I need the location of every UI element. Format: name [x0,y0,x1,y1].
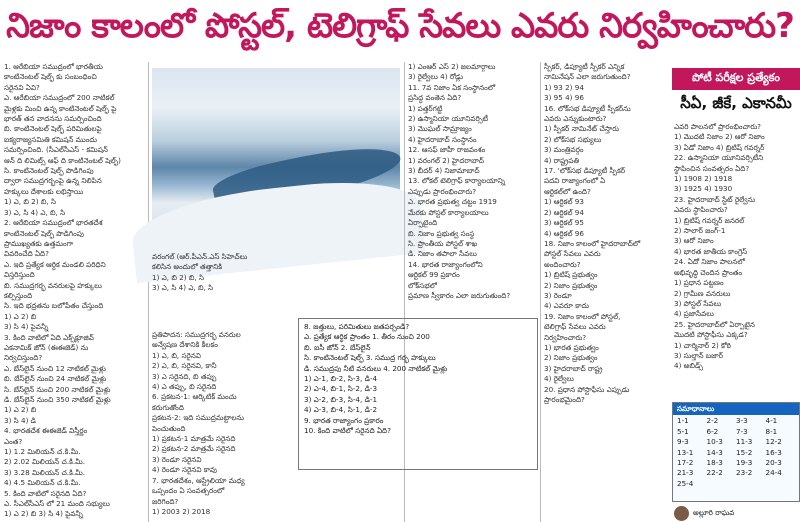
text-line: 24. ఏదో నిజాం పాలనలో [674,257,745,267]
text-line: కాంటినెంటల్‌ షెల్ఫ్‌ కు సంబంధించి [4,72,97,82]
text-line: 1) మొదటి నిజాం 2) ఆరో నిజాం [674,132,765,142]
text-line: 5. కింది వాటిలో సరైనది ఏది? [4,488,87,498]
column-2 [152,330,292,516]
text-line: 4) రెండూ సరైనవి కావు [152,465,217,475]
text-line: 4) భారత జాతీయ కాంగ్రెస్‌ [674,246,748,256]
answer-item: 9-3 [677,437,689,447]
text-line: పెంచుతుంది [152,423,186,433]
photo-caption [152,252,400,294]
column-4 [544,62,668,522]
text-line: 1) ఎ 2) బి [4,405,37,415]
text-line: ఎకనామిక్‌ జోన్‌ (ఈఈజెడ్‌) ను [4,342,89,352]
text-line: 1) పత్తర్‌గట్టి [408,103,443,113]
text-line: 17. 'లోక్‌సభ డిప్యూటీ స్పీకర్‌ [544,166,626,176]
answer-item: 3-3 [736,416,748,426]
answer-item: 21-3 [677,468,694,478]
text-line: 3) 95 4) 96 [544,93,584,103]
box-line: డి. సముద్రపు నీటి వనరులు 4. 200 నాటికల్‌ మైళ్లు [304,363,448,373]
text-line: డి. నిజాం తపాలా సేవలు [408,249,477,259]
text-line: 1) ఎ, బి 2) బి, సి [4,197,56,207]
text-line: పోస్టల్‌ సేవలు ఎవరు [544,249,601,259]
text-line: 13. లోకల్‌ టెలిగ్రాఫ్‌ కార్యాలయాన్ని [408,176,506,186]
column-rule [148,62,149,522]
text-line: భారత్‌ తన వాదనను సమర్పించింది [4,114,102,124]
box-line: 10. కింది వాటిలో సరైనది ఏది? [304,426,391,436]
text-line: అందించారు? [544,259,581,269]
competitive-exam-special-badge: పోటీ పరీక్షల ప్రత్యేకం [672,68,800,90]
text-line: స్థాపించిన సంవత్సరం ఏది? [674,163,750,173]
text-line: 3) సుల్తాన్‌ బజార్‌ [674,350,723,360]
text-line: 4) ఆర్టికల్‌ 96 [544,228,584,238]
text-line: 3) సి 4) పైవన్నీ [4,322,49,332]
text-line: సమర్పించింది. (సీఎల్‌సీఎస్‌ - కమిషన్‌ [4,145,108,155]
caption-line: కలిసిన అందులో తత్తానికి [152,262,223,272]
answer-item: 15-2 [736,447,753,457]
text-line: డి. బేస్‌లైన్‌ నుంచి 350 నాటికల్‌ మైళ్లు [4,395,111,404]
text-line: ఎంత? [4,436,23,446]
text-line: ప్రకటన-2: ఇది సముద్రమట్టాలను [152,413,244,423]
answer-item: 10-3 [706,437,723,447]
column-5 [674,122,800,398]
text-line: హక్కులు దేశాలకు లభిస్తాయి [4,186,84,196]
text-line: 1) చార్మినార్‌ 2) కోఠి [674,340,731,350]
text-line: 4) హైదరాబాద్‌ సంస్థానం [408,134,477,144]
text-line: 3) సి 4) డి [4,415,36,425]
text-line: 2) 2.02 మిలియన్‌ చ.కి.మీ. [4,457,86,467]
column-1 [4,62,146,522]
text-line: 22. ఉస్మానియా యూనివర్సిటీని [674,153,764,163]
text-line: ఎవరు ఎన్నుకుంటారు? [544,114,607,124]
answer-item: 19-3 [736,458,753,468]
text-line: సి. బేస్‌లైన్‌ నుంచి 200 నాటికల్‌ మైళ్లు [4,384,111,394]
text-line: అన్వేషణ దేశానికి కీలకం [152,340,218,350]
text-line: 2) ప్రకటన-2 మాత్రమే సరైనది [152,444,236,454]
text-line: ఐక్యరాజ్యసమితి కమిషన్‌ ముందు [4,134,97,144]
text-line: కాంటినెంటల్‌ షెల్ఫ్‌ పొడిగింపు [4,228,84,238]
text-line: టెలిగ్రాఫ్‌ సేవలు ఎవరు [544,322,606,332]
text-line: 1) భారత ప్రభుత్వం [544,342,599,352]
column-3 [408,62,536,314]
box-line: 4) ఎ-3, బి-4, సి-1, డి-2 [304,405,378,415]
author-photo [674,506,689,521]
author-byline [674,505,800,522]
text-line: 3) ఆర్టికల్‌ 95 [544,218,584,228]
text-line: 1. ఆరేబియా సముద్రంలో భారతీయ [4,62,103,71]
text-line: 1) 1908 2) 1918 [674,174,733,184]
caption-line: వరంగల్‌ (ఆర్‌.పీఎన్‌.ఎస్‌ సిహెచ్‌లు [152,252,248,261]
text-line: 4) 4.5 మిలియన్‌ చ.కి.మీ. [4,478,81,488]
text-line: ఆన్‌ ది లిమిట్స్‌ ఆఫ్‌ ది కాంటినెంటల్‌ షెల్ఫ్‌) [4,155,121,165]
text-line: 7. భారతదేశం, ఆస్ట్రేలియా మధ్య [152,475,245,485]
box-line: 1) ఎ-1, బి-2, సి-3, డి-4 [304,374,378,384]
text-line: 14. భారత రాజ్యాంగంలోని [408,259,483,269]
answer-item: 16-3 [765,447,782,457]
text-line: ఎ. ఇది ప్రత్యేక ఆర్థిక మండలి పరిధిని [4,259,106,269]
text-line: 2) నిజాం ప్రభుత్వం [544,280,598,290]
text-line: 20. ప్రధాన పోస్టాఫీసు ఎప్పుడు [544,384,630,394]
text-line: 4) ఎ తప్పు, బి సరైనది [152,382,217,392]
text-line: 3) మొఘల్‌ సామ్రాజ్యం [408,124,472,134]
text-line: ఎ. బేస్‌లైన్‌ నుంచి 12 నాటికల్‌ మైళ్లు [4,363,106,373]
text-line: సి. ప్రాంతీయ పోస్టల్‌ శాఖ [408,238,478,248]
text-line: 18. నిజాం కాలంలో హైదరాబాద్‌లో [544,238,641,248]
answer-item: 2-2 [706,416,719,426]
text-line: 1) 1.2 మిలియన్‌ చ.కి.మీ. [4,447,81,457]
text-line: 2) నిజాం ప్రభుత్వం [544,353,598,363]
text-line: నిర్వహించారు? [544,332,587,342]
text-line: సి. ఇది భద్రతను బలోపేతం చేస్తుంది [4,301,104,311]
text-line: బి. బేస్‌లైన్‌ నుంచి 24 నాటికల్‌ మైళ్లు [4,374,107,384]
answer-grid [673,415,799,490]
box-line: సి. కాంటినెంటల్‌ షెల్ఫ్‌ 3. సముద్ర గర్భ హక్కులు [304,353,436,363]
text-line: 1) స్పీకర్‌ నామినేట్‌ చేస్తారు [544,124,619,134]
text-line: ఎప్పుడు ప్రారంభించారు? [408,186,477,196]
text-line: సి. కాంటినెంటల్‌ షెల్ఫ్‌ పొడిగింపు [4,166,94,176]
text-line: 1) 2003 2) 2018 [152,506,211,516]
text-line: 1) 93 2) 94 [544,82,584,92]
text-line: బి. సముద్రగర్భ వనరులపై హక్కులు [4,280,102,290]
text-line: సరైనవి ఏవి? [4,82,40,92]
text-line: వివరించేది ఏది? [4,249,49,259]
box-line: బి. ఐసీ జోన్‌ 2. బేస్‌లైన్‌ [304,342,371,352]
text-line: మేరకు పోస్టల్‌ కార్యాలయాలు [408,207,489,217]
headline [0,0,800,60]
text-line: అభివృద్ధి చెందిన ప్రాంతం [674,267,743,277]
answer-key-title: సమాధానాలు [673,403,799,415]
answer-item: 25-4 [677,478,694,488]
text-line: 3) రెండూ [544,290,572,300]
text-line: 4) రైల్వేలు [544,374,574,384]
answer-item: 13-1 [677,447,694,457]
text-line: ఎ. భారత ప్రభుత్వ చట్టం 1919 [408,197,497,207]
text-line: 1) ఎంఆర్‌ ఎస్‌ 2) జలమార్గాలు [408,62,496,71]
caption-line: 3) ఎ, సి 4) ఎ, బి, సి [152,283,214,293]
answer-item: 1-1 [677,416,689,426]
text-line: 3) బీదర్‌ 4) నిజామాబాద్‌ [408,166,480,176]
answer-item: 4-1 [765,416,778,426]
answer-item: 17-2 [677,458,694,468]
text-line: 3. కింది వాటిలో ఏది ఎక్స్‌క్లూజివ్‌ [4,332,94,342]
text-line: 4. భారతదేశ ఈఈజెడ్‌ విస్తీర్ణం [4,426,88,436]
column-rule [540,62,541,522]
author-name: అల్లూరి రాఘవ [693,508,735,517]
text-line: 3) ఆరో నిజాం [674,236,714,246]
text-line: ఏర్పాటైంది [408,218,438,228]
box-line: ఎ. ప్రత్యేక ఆర్థిక ప్రాంతం 1. తీరం నుంచి 200 [304,332,430,342]
text-line: 19. నిజాం కాలంలో పోస్టల్‌, [544,311,621,321]
text-line: 4) ఎవరూ కాదు [544,301,590,311]
text-line: ఎ. ఆరేబియా సముద్రంలో 200 నాటికల్‌ [4,93,115,103]
text-line: 1) బ్రిటిష్‌ ప్రభుత్వం [544,270,598,280]
text-line: 1) ఎ, బి, సరైనవి [152,350,201,360]
answer-item: 7-3 [736,426,748,436]
text-line: 16. లోక్‌సభ డిప్యూటీ స్పీకర్‌ను [544,103,631,113]
text-line: ఆర్టికల్‌ 99 ప్రకారం [408,270,460,280]
text-line: కరుగుతోంది [152,402,184,412]
arctic-ice-photo [152,68,400,248]
text-line: 3) రైల్వేలు 4) రోడ్లు [408,72,463,82]
text-line: 2. ఆరేబియా సముద్రంలో భారతదేశ [4,218,103,228]
text-line: లోక్‌సభలో [408,280,438,290]
headline-text: నిజాం కాలంలో పోస్టల్‌, టెలిగ్రాఫ్‌ సేవలు ఎవరు నిర్వహించారు? [6,6,794,46]
text-line: ఎవరి పాలనలో ప్రారంభించారు? [674,122,761,131]
text-line: 3) రెండూ సరైనవి [152,454,202,464]
caption-line: 1) ఎ, బి 2) బి, సి [152,272,204,282]
text-line: 25. హైదరాబాద్‌లో ఏర్పాటైన [674,319,755,329]
answer-item: 20-3 [765,458,782,468]
answer-item: 24-4 [765,468,782,478]
answer-item: 8-1 [765,426,778,436]
text-line: బి. కాంటినెంటల్‌ షెల్ఫ్‌ పరిమితులపై [4,124,102,134]
text-line: 1) ప్రధాన పట్టణం [674,278,724,288]
box-line: 2) ఎ-4, బి-1, సి-2, డి-3 [304,384,378,394]
answer-item: 22-2 [706,468,723,478]
text-line: ఎ. సీఎల్‌సీఎస్‌ లో 21 మంది సభ్యులు [4,499,110,509]
text-line: ప్రమాణ స్వీకారం ఎలా జరుగుతుంది? [408,290,511,300]
text-line: 2) సాలార్‌ జంగ్‌-1 [674,226,726,236]
text-line: 3) 1925 4) 1930 [674,184,733,194]
text-line: 1) బ్రిటిష్‌ గవర్నర్‌ జనరల్‌ [674,215,745,225]
text-line: 1) ఎ 2) బి [4,311,37,321]
text-line: ప్రాముఖ్యతకు ఉత్తమంగా [4,238,74,248]
subject-heading: సీఏ, జీకే, ఎకానమీ [680,94,792,112]
text-line: ప్రసిద్ధ వంతెన ఏది? [408,93,462,103]
text-line: 2) లోక్‌సభ సభ్యులు [544,134,602,144]
answer-item: 5-1 [677,426,689,436]
text-line: 4) అబిడ్స్‌ [674,361,703,371]
text-line: 3) మంత్రివర్గం [544,145,584,155]
text-line: ఒప్పందం ఏ సంవత్సరంలో [152,486,225,496]
box-line: 3) ఎ-2, బి-3, సి-4, డి-1 [304,394,378,404]
text-line: నిర్వచిస్తుంది? [4,353,43,363]
text-line: 3) ఏడో నిజాం 4) బ్రిటిష్‌ గవర్నర్‌ [674,142,765,152]
text-line: ప్రతిపాదన: సముద్రగర్భ వనరుల [152,330,241,339]
text-line: 1) ఎ 2) బి 3) సి 4) పైవన్నీ [4,509,83,519]
text-line: 1) ప్రకటన-1 మాత్రమే సరైనది [152,434,236,444]
text-line: ఎవరు స్థాపించారు? [674,205,728,215]
answer-item: 18-3 [706,458,723,468]
answer-item: 23-2 [736,468,753,478]
text-line: 1) వరంగల్‌ 2) హైదరాబాద్‌ [408,155,484,165]
match-question-box [298,318,538,470]
text-line: 4) రాష్ట్రపతి [544,155,579,165]
text-line: ద్వారా సముద్రగర్భంపై ఉన్న నిలిపిన [4,176,102,186]
text-line: జరిగింది? [152,496,179,506]
text-line: కల్పిస్తుంది [4,290,33,300]
answer-item: 6-2 [706,426,719,436]
text-line: విస్తరిస్తుంది [4,270,35,280]
text-line: ఆర్టికల్‌లో ఉంది? [544,186,591,196]
text-line: 1) ఆర్టికల్‌ 93 [544,197,584,207]
answer-key [672,402,800,502]
text-line: 3) ఎ, సి 4) ఎ, బి, సి [4,207,66,217]
text-line: పదవి రాజ్యాంగంలో ఏ [544,176,606,186]
text-line: 23. హైదరాబాద్‌ స్టేట్‌ రైల్వేను [674,194,756,204]
text-line: 3) 3.28 మిలియన్‌ చ.కి.మీ. [4,467,86,477]
text-line: 2) గ్రామీణ వనరులు [674,288,731,298]
text-line: 2) ఆర్టికల్‌ 94 [544,207,584,217]
answer-item: 12-2 [765,437,782,447]
text-line: 11. 7వ నిజాం ఏక సంస్థానంలో [408,82,496,92]
answer-item: 14-3 [706,447,723,457]
text-line: 2) ఉస్మానియా యూనివర్సిటీ [408,114,489,124]
text-line: ప్రారంభమైంది? [544,395,585,404]
text-line: 3) ఎ సరైనది, బి తప్పు [152,371,217,381]
box-line: 9. భారత రాజ్యాంగం ప్రకారం [304,415,384,425]
text-line: నామినేషన్‌ ఎలా జరుగుతుంది? [544,72,631,82]
text-line: 4) ప్రజాసేవలు [674,309,714,319]
text-line: మైళ్లకు మించి ఉన్న కాంటినెంటల్‌ షెల్ఫ్‌ పై [4,103,117,113]
box-line: 8. జత్తులు, పరిమితులు జతపర్చండి? [304,322,410,331]
text-line: మొదటి పోస్టాఫీసు ఎక్కడ? [674,330,748,340]
text-line: బి. నిజాం ప్రభుత్వ సంస్థ [408,228,475,238]
text-line: 2) ఎ, బి, సరైనవి, కానీ [152,361,217,371]
text-line: 3) పోస్టల్‌ సేవలు [674,298,722,308]
text-line: స్పీకర్‌, డిప్యూటీ స్పీకర్‌ ఎన్నిక [544,62,625,71]
answer-item: 11-3 [736,437,753,447]
text-line: 3) హైదరాబాద్‌ రాష్ట్ర [544,363,603,373]
text-line: 6. ప్రకటన-1: ఆర్కిటిక్‌ మంచు [152,392,237,402]
text-line: 12. ఆసఫ్‌ జాహీ రాజవంశం [408,145,486,155]
